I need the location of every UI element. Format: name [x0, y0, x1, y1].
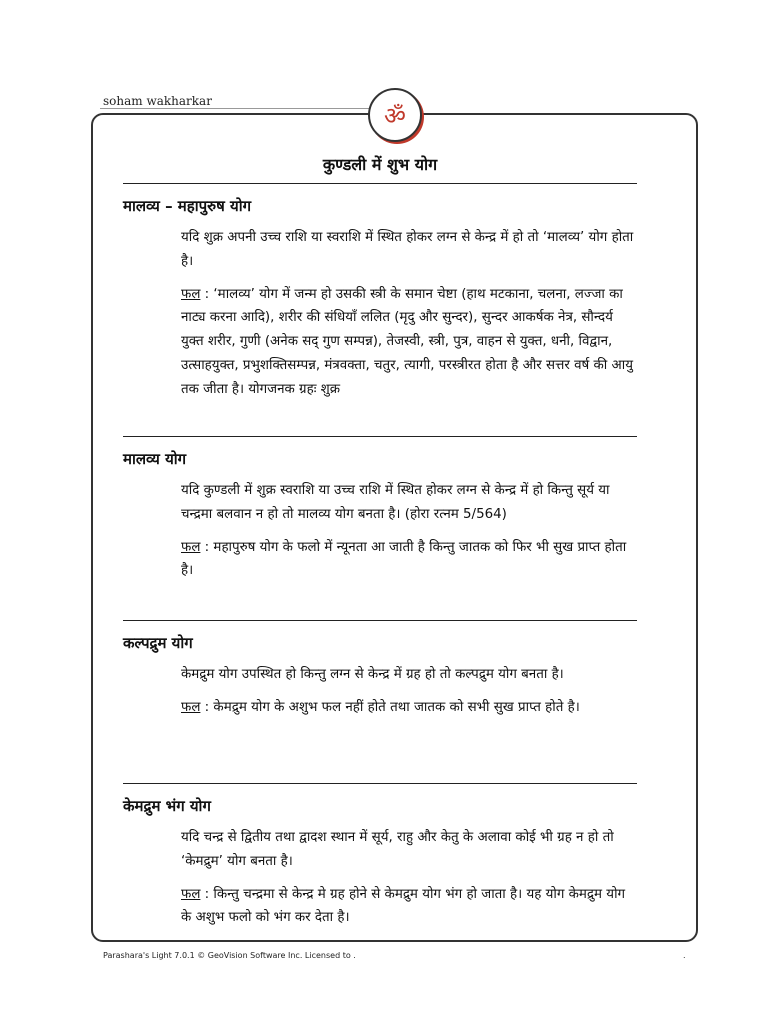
section-divider: [123, 620, 637, 621]
result-text: : केमद्रुम योग के अशुभ फल नहीं होते तथा जातक को सभी सुख प्राप्त होते है।: [200, 699, 580, 715]
result-label: फल: [181, 286, 201, 302]
result-label: फल: [181, 886, 201, 902]
section-body: [181, 826, 637, 930]
section-divider: [123, 436, 637, 437]
section-title: मालव्य योग: [123, 450, 187, 468]
section-body: [181, 479, 637, 583]
result-text: : किन्तु चन्द्रमा से केन्द्र मे ग्रह होने से केमद्रुम योग भंग हो जाता है। यह योग केमद्रुम योग के अशुभ फलो को भंग कर देता है।: [181, 886, 626, 926]
section-body: [181, 663, 637, 720]
section-kemadrum-bhang: [123, 796, 637, 939]
section-body: [181, 226, 637, 402]
page-title: कुण्डली में शुभ योग: [322, 155, 438, 174]
result-paragraph: [181, 696, 637, 720]
result-paragraph: [181, 283, 637, 402]
description: यदि चन्द्र से द्वितीय तथा द्वादश स्थान में सूर्य, राहु और केतु के अलावा कोई भी ग्रह न हो तो ‘केमद्रुम’ योग बनता है।: [181, 830, 614, 869]
section-kalpadrum: [123, 633, 637, 729]
title-divider: [123, 183, 637, 184]
section-malavya-mahapurush: [123, 196, 637, 411]
section-malavya: [123, 449, 637, 592]
description: यदि शुक्र अपनी उच्च राशि या स्वराशि में स्थित होकर लग्न से केन्द्र में हो तो ‘मालव्य’ योग होता है।: [181, 230, 634, 269]
section-divider: [123, 783, 637, 784]
section-title: मालव्य – महापुरुष योग: [123, 197, 252, 215]
result-text: : महापुरुष योग के फलो में न्यूनता आ जाती है किन्तु जातक को फिर भी सुख प्राप्त होता है।: [181, 539, 627, 579]
section-title: केमद्रुम भंग योग: [123, 797, 211, 815]
result-paragraph: [181, 883, 637, 931]
result-label: फल: [181, 539, 201, 555]
footer-license: Parashara's Light 7.0.1 © GeoVision Software Inc. Licensed to .: [103, 951, 356, 960]
footer-dot: .: [683, 951, 686, 960]
header-divider: [100, 108, 372, 109]
author-name: soham wakharkar: [103, 94, 212, 108]
result-text: : ‘मालव्य’ योग में जन्म हो उसकी स्त्री के समान चेष्टा (हाथ मटकाना, चलना, लज्जा का नाट्य करना आदि), शरीर की संधियाँ ललित (मृदु और सुन्दर), सुन्दर आकर्षक नेत्र, सौन्दर्य युक्त शरीर, गुणी (अनेक सद् गुण सम्पन्न), तेजस्वी, स्त्री, पुत्र, वाहन से युक्त, धनी, विद्वान, उत्साहयुक्त, प्रभुशक्तिसम्पन्न, मंत्रवक्ता, चतुर, त्यागी, परस्त्रीरत होता है और सत्तर वर्ष की आयु तक जीता है। योगजनक ग्रहः शुक्र: [181, 286, 633, 397]
result-label: फल: [181, 699, 201, 715]
om-icon: ॐ: [368, 88, 422, 142]
result-paragraph: [181, 536, 637, 584]
description: यदि कुण्डली में शुक्र स्वराशि या उच्च राशि में स्थित होकर लग्न से केन्द्र में हो किन्तु सूर्य या चन्द्रमा बलवान न हो तो मालव्य योग बनता है। (होरा रत्नम 5/564): [181, 483, 610, 522]
section-title: कल्पद्रुम योग: [123, 634, 193, 652]
description: केमद्रुम योग उपस्थित हो किन्तु लग्न से केन्द्र में ग्रह हो तो कल्पद्रुम योग बनता है।: [181, 667, 564, 682]
